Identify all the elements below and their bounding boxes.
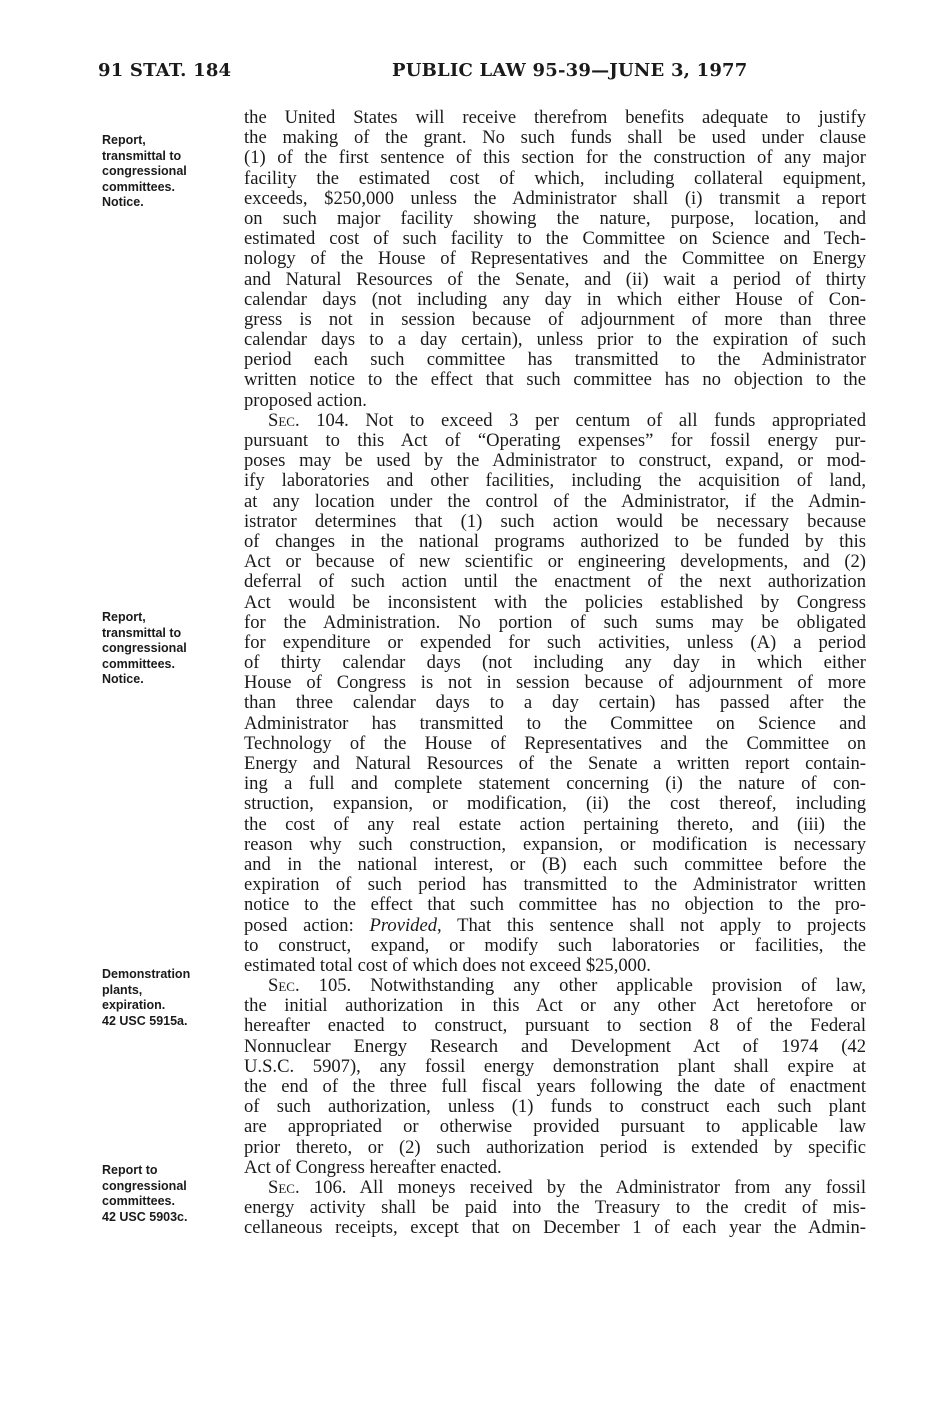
body-line: istrator determines that (1) such action would be necessary because <box>244 510 866 532</box>
body-line: exceeds, $250,000 unless the Administrator shall (i) transmit a report <box>244 187 866 209</box>
body-line: expiration of such period has transmitted to the Administrator written <box>244 874 866 896</box>
body-line: struction, expansion, or modification, (ii) the cost thereof, including <box>244 793 866 815</box>
body-line: at any location under the control of the Administrator, if the Admin- <box>244 490 866 512</box>
body-line: poses may be used by the Administrator to construct, expand, or mod- <box>244 450 866 472</box>
body-line: U.S.C. 5907), any fossil energy demonstration plant shall expire at <box>244 1055 866 1077</box>
body-line: on such major facility showing the nature, purpose, location, and <box>244 207 866 229</box>
body-line: Act of Congress hereafter enacted. <box>244 1156 502 1178</box>
margin-note-line: congressional <box>102 1178 187 1193</box>
margin-note-line: expiration. <box>102 998 166 1012</box>
body-line: and Natural Resources of the Senate, and (ii) wait a period of thirty <box>244 268 866 290</box>
body-line: the United States will receive therefrom benefits adequate to justify <box>244 107 866 128</box>
body-line: the end of the three full fiscal years following the date of enactment <box>244 1076 866 1097</box>
body-line: of such authorization, unless (1) funds to construct each such plant <box>244 1096 866 1118</box>
margin-note-line: Notice. <box>102 195 144 209</box>
body-line: written notice to the effect that such committee has no objection to the <box>244 369 866 391</box>
section-label: Sec. <box>268 1176 300 1198</box>
body-line: ify laboratories and other facilities, including the acquisition of land, <box>244 470 866 492</box>
body-line: nology of the House of Representatives and the Committee on Energy <box>244 248 866 270</box>
body-line: Energy and Natural Resources of the Senate a written report contain- <box>244 753 866 774</box>
body-line: and in the national interest, or (B) each such committee before the <box>244 853 866 875</box>
body-line: the initial authorization in this Act or any other Act heretofore or <box>244 995 866 1017</box>
body-line: Nonnuclear Energy Research and Development Act of 1974 (42 <box>244 1035 866 1057</box>
body-line: calendar days to a day certain), unless prior to the expiration of such <box>244 329 866 351</box>
margin-note-line: committees. <box>102 179 175 194</box>
margin-note-line: Demonstration <box>102 967 191 981</box>
body-line: are appropriated or otherwise provided pursuant to applicable law <box>244 1116 866 1138</box>
margin-note-line: Notice. <box>102 672 144 686</box>
paragraph <box>244 1198 866 1238</box>
body-line: period each such committee has transmitted to the Administrator <box>244 349 866 371</box>
margin-note-line: committees. <box>102 1194 175 1208</box>
section-label: Sec. <box>268 975 300 997</box>
body-line: Sec. 104. Not to exceed 3 per centum of all funds appropriated <box>268 409 866 431</box>
margin-note-line: committees. <box>102 656 175 671</box>
paragraph <box>244 108 866 411</box>
body-line: pursuant to this Act of “Operating expenses” for fossil energy pur- <box>244 430 866 451</box>
paragraph <box>244 936 866 976</box>
body-line: calendar days (not including any day in which either House of Con- <box>244 288 866 310</box>
margin-note-line: plants, <box>102 982 143 997</box>
body-line: of changes in the national programs authorized to be funded by this <box>244 530 866 552</box>
body-line: the cost of any real estate action pertaining thereto, and (iii) the <box>244 813 866 835</box>
body-line: posed action: Provided, That this sentence shall not apply to projects <box>244 914 866 936</box>
law-title-header: PUBLIC LAW 95-39—JUNE 3, 1977 <box>392 60 748 81</box>
body-line: deferral of such action until the enactment of the next authorization <box>244 571 866 593</box>
body-line: Sec. 105. Notwithstanding any other applicable provision of law, <box>268 975 866 997</box>
body-line: (1) of the first sentence of this section for the construction of any major <box>244 147 866 169</box>
body-line: Act or because of new scientific or engineering developments, and (2) <box>244 551 866 573</box>
body-line: than three calendar days to a day certain) has passed after the <box>244 692 866 714</box>
paragraph <box>244 431 866 916</box>
body-line: Sec. 106. All moneys received by the Administrator from any fossil <box>268 1176 866 1198</box>
body-line: proposed action. <box>244 389 367 411</box>
margin-note <box>102 1163 232 1225</box>
law-body-text <box>244 108 866 1239</box>
body-line: Administrator has transmitted to the Committee on Science and <box>244 712 866 734</box>
margin-note-line: 42 USC 5915a. <box>102 1013 188 1028</box>
body-line: facility the estimated cost of which, including collateral equipment, <box>244 167 866 189</box>
margin-note <box>102 610 232 688</box>
margin-note-line: 42 USC 5903c. <box>102 1209 188 1224</box>
body-line: ing a full and complete statement concerning (i) the nature of con- <box>244 773 866 795</box>
body-line: reason why such construction, expansion, or modification is necessary <box>244 833 866 855</box>
body-line: for the Administration. No portion of such sums may be obligated <box>244 611 866 633</box>
body-line: gress is not in session because of adjournment of more than three <box>244 308 866 330</box>
body-line: hereafter enacted to construct, pursuant to section 8 of the Federal <box>244 1015 866 1037</box>
body-line: energy activity shall be paid into the Treasury to the credit of mis- <box>244 1197 866 1219</box>
margin-note-line: transmittal to <box>102 148 182 163</box>
body-line: for expenditure or expended for such activities, unless (A) a period <box>244 631 866 653</box>
body-line: prior thereto, or (2) such authorization period is extended by specific <box>244 1136 866 1158</box>
margin-note-line: Report, <box>102 133 146 147</box>
body-line: of thirty calendar days (not including any day in which either <box>244 652 866 674</box>
margin-note <box>102 967 232 1029</box>
body-line: to construct, expand, or modify such laboratories or facilities, the <box>244 934 866 956</box>
body-line: the making of the grant. No such funds shall be used under clause <box>244 127 866 149</box>
body-line: Technology of the House of Representatives and the Committee on <box>244 732 866 754</box>
body-line: cellaneous receipts, except that on December 1 of each year the Admin- <box>244 1217 866 1239</box>
statute-reference: 91 STAT. 184 <box>98 60 232 81</box>
body-line: Act would be inconsistent with the policies established by Congress <box>244 591 866 613</box>
margin-note-line: congressional <box>102 164 187 178</box>
body-line: estimated total cost of which does not exceed $25,000. <box>244 954 651 976</box>
body-line: estimated cost of such facility to the Committee on Science and Tech- <box>244 228 866 250</box>
margin-note <box>102 133 232 211</box>
section-label: Sec. <box>268 409 300 431</box>
margin-note-line: congressional <box>102 641 187 655</box>
margin-note-line: transmittal to <box>102 625 182 640</box>
margin-note-line: Report to <box>102 1163 158 1177</box>
paragraph <box>244 996 866 1178</box>
body-line: notice to the effect that such committee has no objection to the pro- <box>244 894 866 916</box>
margin-note-line: Report, <box>102 610 146 624</box>
body-line: House of Congress is not in session because of adjournment of more <box>244 672 866 694</box>
